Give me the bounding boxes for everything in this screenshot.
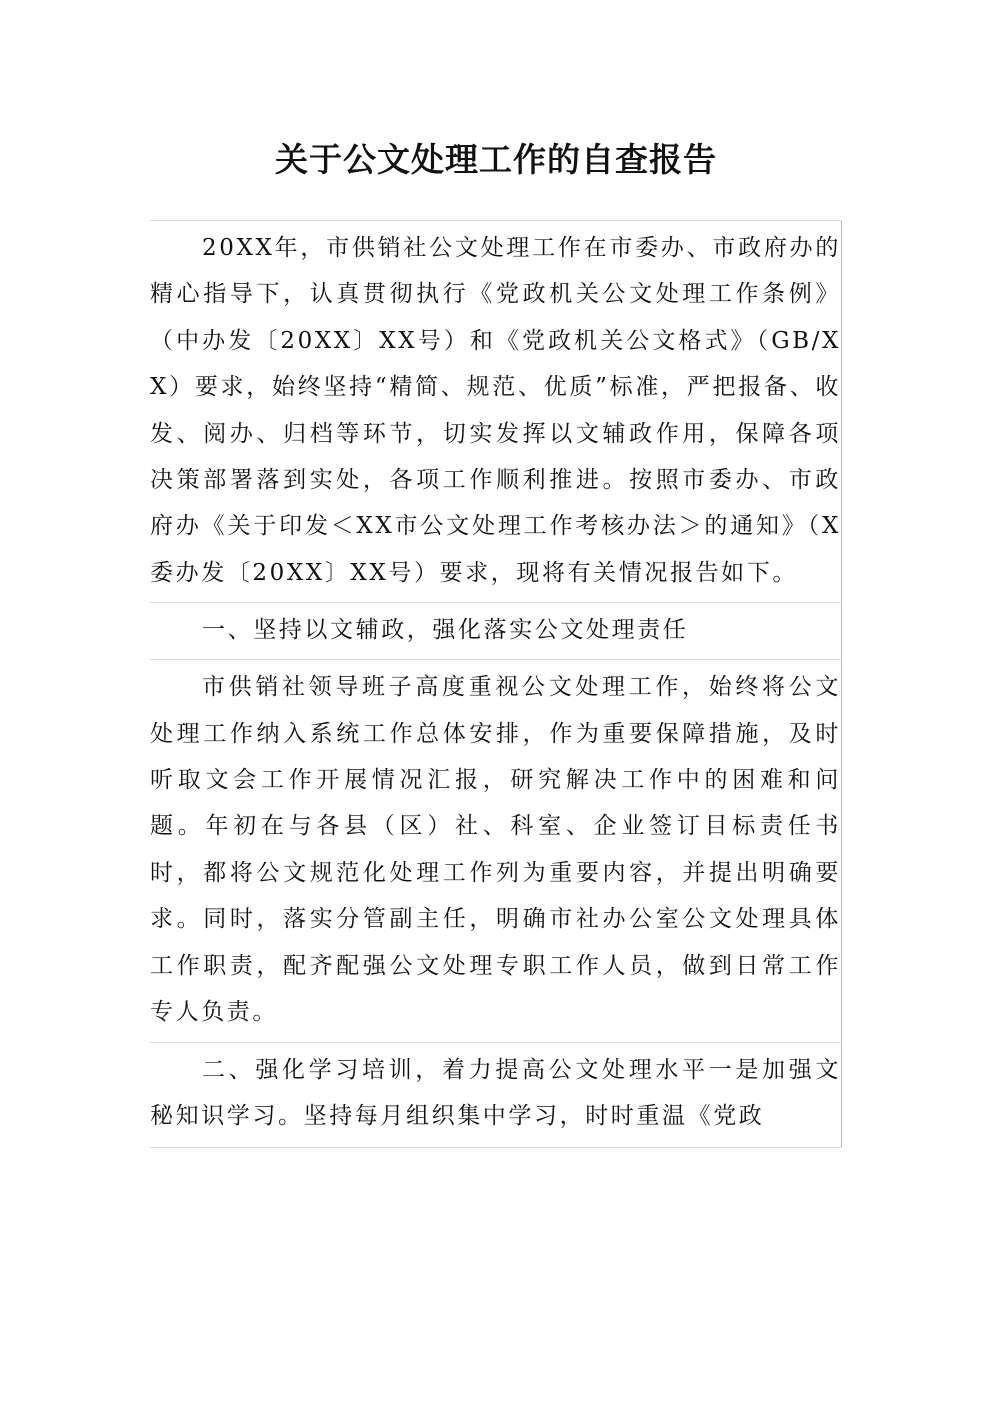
paragraph-intro [150, 220, 842, 602]
heading-text: 一、坚持以文辅政，强化落实公文处理责任 [202, 617, 689, 644]
document-title: 关于公文处理工作的自查报告 [275, 140, 717, 179]
paragraph-text: 20XX年，市供销社公文处理工作在市委办、市政府办的精心指导下，认真贯彻执行《党政机关公文处理工作条例》（中办发〔20XX〕XX号）和《党政机关公文格式》（GB/XX）要求，始终坚持“精简、规范、优质”标准，严把报备、收发、阅办、归档等环节，切实发挥以文辅政作用，保障各项决策部署落到实处，各项工作顺利推进。按照市委办、市政府办《关于印发＜XX市公文处理工作考核办法＞的通知》（X委办发〔20XX〕XX号）要求，现将有关情况报告如下。 [150, 235, 841, 586]
section-heading-1 [150, 602, 842, 659]
document-body [150, 220, 842, 1148]
paragraph-section-2 [150, 1042, 842, 1148]
paragraph-text: 市供销社领导班子高度重视公文处理工作，始终将公文处理工作纳入系统工作总体安排，作为重要保障措施，及时听取文会工作开展情况汇报，研究解决工作中的困难和问题。年初在与各县（区）社、科室、企业签订目标责任书时，都将公文规范化处理工作列为重要内容，并提出明确要求。同时，落实分管副主任，明确市社办公室公文处理具体工作职责，配齐配强公文处理专职工作人员，做到日常工作专人负责。 [150, 674, 841, 1026]
paragraph-section-1 [150, 659, 842, 1041]
paragraph-text: 二、强化学习培训，着力提高公文处理水平一是加强文秘知识学习。坚持每月组织集中学习，时时重温《党政 [150, 1056, 841, 1129]
